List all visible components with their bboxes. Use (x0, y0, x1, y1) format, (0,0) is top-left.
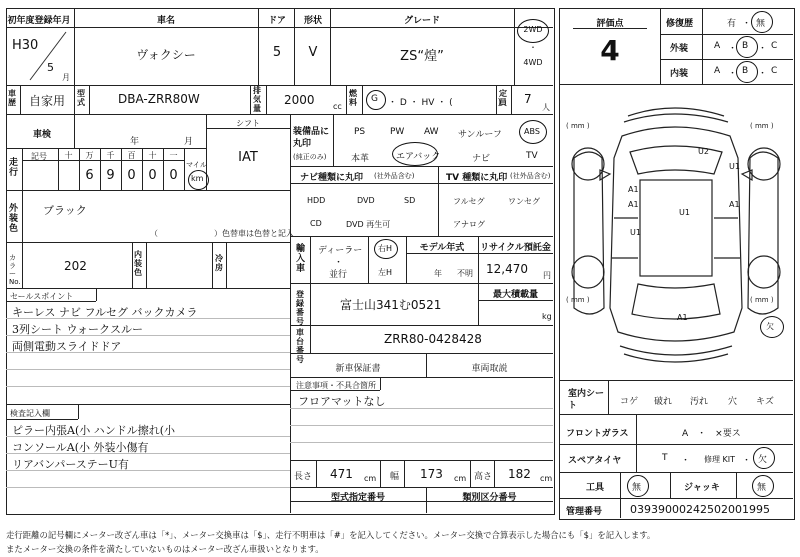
jack-value: 無 (757, 483, 767, 493)
footer-line-2: またメーター交換の条件を満たしていないものはメーター改ざん車扱いとなります。 (6, 544, 324, 554)
navi-sd: SD (404, 196, 416, 205)
mark-u1-center: U1 (679, 208, 690, 217)
shape-label: 形状 (303, 16, 322, 26)
equip-pw: PW (390, 127, 405, 137)
inspector-line-3: リアバンパーステーU有 (12, 458, 129, 471)
type-designation-label: 型式指定番号 (330, 493, 385, 503)
new-car-warranty: 新車保証書 (335, 364, 381, 374)
capacity-unit: 人 (542, 103, 550, 112)
equip-ps: PS (354, 127, 366, 137)
equipment-label: 装備品に丸印 (293, 127, 330, 149)
import-left-h: 左H (378, 268, 393, 277)
displacement: 2000 (284, 93, 315, 107)
car-name-label: 車名 (156, 16, 175, 26)
shift: IAT (238, 150, 258, 165)
drive-2wd: 2WD (523, 25, 543, 34)
usage: 自家用 (29, 94, 66, 108)
drive-4wd: 4WD (523, 58, 543, 67)
shape: V (308, 45, 318, 60)
mark-a1-right: A1 (729, 200, 740, 209)
odometer-unit-label: 十 (64, 151, 73, 160)
repair-dot: ・ (742, 19, 752, 29)
mark-a1-left-2: A1 (628, 200, 639, 209)
tv-label: TV 種類に丸印 (446, 173, 508, 183)
model-label: 型式 (77, 89, 85, 107)
car-diagram (562, 88, 790, 378)
score-value: 4 (600, 34, 620, 67)
max-load-unit: kg (542, 312, 552, 321)
odometer-digit: 0 (169, 168, 178, 183)
equip-tv: TV (526, 151, 538, 161)
int-dot-2: ・ (758, 69, 768, 79)
interior-color-label: 内装色 (134, 250, 142, 277)
color-no: 202 (64, 259, 87, 273)
mileage-label: 走行 (9, 158, 19, 178)
sales-point-line-1: キーレス ナビ フルセグ バックカメラ (12, 306, 198, 319)
model: DBA-ZRR80W (118, 92, 200, 106)
first-reg-month: 5 (47, 61, 54, 74)
max-load-label: 最大積載量 (492, 290, 538, 300)
repair-no: 無 (756, 19, 766, 29)
recycle-label: リサイクル預託金 (480, 243, 551, 253)
equip-navi: ナビ (472, 154, 491, 164)
mgmt-label: 管理番号 (566, 507, 603, 517)
svg-text:( mm ): ( mm ) (566, 122, 590, 130)
inspection-year-unit: 年 (130, 137, 140, 147)
ext-dot-1: ・ (728, 44, 738, 54)
odometer-digit: 9 (106, 168, 115, 183)
capacity-label: 定員 (499, 89, 507, 107)
month-unit: 月 (62, 73, 70, 82)
mark-missing: 欠 (766, 322, 774, 331)
first-reg-label: 初年度登録年月 (7, 16, 71, 26)
int-grade-c: C (771, 66, 778, 76)
int-dot-1: ・ (728, 69, 738, 79)
spare-tire-label: スペアタイヤ (568, 456, 622, 466)
exterior-color: ブラック (43, 204, 87, 217)
color-no-label: カラーNo. (9, 254, 21, 286)
ext-grade-c: C (771, 41, 778, 51)
equip-leather: 本革 (351, 154, 370, 164)
fuel-g: G (371, 94, 378, 104)
ext-grade-b: B (742, 41, 749, 51)
interior-grade-label: 内装 (670, 69, 689, 79)
displacement-label: 排気量 (253, 86, 261, 113)
windshield-value: A ・ ×要ス (682, 429, 741, 439)
tv-oneseg: ワンセグ (508, 197, 540, 206)
spare-missing: 欠 (758, 455, 768, 465)
mark-a1-left: A1 (628, 185, 639, 194)
svg-text:( mm ): ( mm ) (750, 122, 774, 130)
spare-dot-1: ・ (681, 456, 691, 466)
usage-label: 車歴 (8, 89, 16, 107)
spare-dot-2: ・ (742, 456, 752, 466)
mgmt-number: 03939000242502001995 (630, 503, 770, 516)
odometer-digit: 0 (127, 168, 136, 183)
registration-number: 富士山341む0521 (340, 298, 442, 312)
sheet-kizu: キズ (756, 397, 774, 407)
sheet-koge: コゲ (620, 397, 639, 407)
odometer-digit: 0 (148, 168, 157, 183)
footer-line-1: 走行距離の記号欄にメーター改ざん車は「*」、メーター交換車は「$」、走行不明車は「#」を記入してください。メーター交換で合算表示した場合にも「$」を記入します。 (6, 530, 656, 540)
odometer-digit: 6 (85, 168, 94, 183)
odometer-unit-label: 百 (127, 151, 136, 160)
length-label: 長さ (294, 472, 313, 482)
height: 182 (508, 467, 531, 481)
first-reg-year: H30 (12, 38, 39, 53)
length-unit: cm (364, 474, 377, 483)
spare-t: T (662, 453, 668, 463)
int-grade-b: B (742, 66, 749, 76)
repair-yes: 有 (727, 19, 737, 29)
cc-unit: cc (333, 102, 342, 111)
door-label: ドア (268, 16, 286, 26)
grade-label: グレード (403, 16, 440, 26)
interior-sheet-label: 室内シート (568, 389, 605, 411)
equip-abs: ABS (524, 127, 540, 136)
exterior-grade-label: 外装 (670, 44, 689, 54)
tv-analog: アナログ (453, 220, 485, 229)
exterior-note: （ ）色替車は色替と記入 (150, 229, 294, 238)
inspection-label: 車検 (33, 130, 52, 140)
fuel-label: 燃料 (349, 89, 357, 107)
drive-dot: ・ (529, 43, 537, 52)
sales-point-line-3: 両側電動スライドドア (12, 340, 122, 353)
equip-sunroof: サンルーフ (458, 130, 502, 140)
ac-label: 冷房 (215, 254, 223, 272)
inspection-month-unit: 月 (184, 137, 194, 147)
height-label: 高さ (474, 472, 493, 482)
capacity: 7 (524, 92, 532, 106)
registration-label: 登録番号 (296, 290, 304, 326)
ext-dot-2: ・ (758, 44, 768, 54)
fuel-rest: ・ D ・ HV ・ ( ) (388, 98, 502, 108)
model-year-unknown: 不明 (457, 269, 473, 278)
inspector-line-1: ピラー内張A(小 ハンドル擦れ(小 (12, 424, 176, 437)
width-unit: cm (454, 474, 467, 483)
length: 471 (330, 467, 353, 481)
svg-text:( mm ): ( mm ) (566, 296, 590, 304)
doors: 5 (272, 45, 282, 60)
navi-label: ナビ種類に丸印 (300, 173, 364, 183)
inspector-label: 検査記入欄 (10, 409, 50, 418)
width-label: 幅 (390, 472, 400, 482)
repair-label: 修復歴 (666, 19, 694, 29)
tv-sub: (社外品含む) (510, 172, 551, 180)
notes-label: 注意事項・不具合箇所 (296, 381, 376, 390)
sales-points-label: セールスポイント (10, 292, 74, 301)
navi-cd: CD (310, 219, 322, 228)
chassis-number: ZRR80-0428428 (384, 332, 482, 346)
int-grade-a: A (714, 66, 721, 76)
odometer-unit-label: 一 (169, 151, 178, 160)
equip-aw: AW (424, 127, 439, 137)
svg-text:( mm ): ( mm ) (750, 296, 774, 304)
import-dealer: ディーラー (318, 246, 363, 256)
model-year-unit: 年 (434, 269, 442, 278)
mark-u1-right: U1 (729, 162, 740, 171)
odometer-unit-label: 千 (106, 151, 115, 160)
notes-text: フロアマットなし (298, 395, 386, 408)
sheet-yabure: 破れ (654, 397, 673, 407)
width: 173 (420, 467, 443, 481)
import-label: 輸入車 (296, 244, 306, 274)
jack-label: ジャッキ (684, 483, 720, 493)
navi-hdd: HDD (307, 196, 326, 205)
height-unit: cm (540, 474, 553, 483)
tools-label: 工具 (586, 483, 605, 493)
navi-sub: (社外品含む) (374, 172, 415, 180)
odometer-unit-label: 万 (85, 151, 94, 160)
km-label: km (191, 174, 204, 183)
chassis-label: 車台番号 (296, 328, 304, 364)
ext-grade-a: A (714, 41, 721, 51)
score-label: 評価点 (596, 19, 624, 29)
odometer-unit-label: 十 (148, 151, 157, 160)
class-number-label: 類別区分番号 (462, 493, 517, 503)
import-right-h: 右H (378, 244, 393, 253)
equip-airbag: エアバック (396, 152, 441, 162)
tools-value: 無 (632, 483, 642, 493)
mark-u1-rear: U1 (630, 228, 641, 237)
inspector-line-2: コンソールA(小 外装小傷有 (12, 441, 149, 454)
windshield-label: フロントガラス (566, 429, 629, 439)
recycle-yen: 円 (543, 271, 551, 280)
vehicle-manual: 車両取説 (471, 364, 508, 374)
model-year-label: モデル年式 (419, 243, 465, 253)
import-parallel: 並行 (329, 270, 348, 280)
mile-label: マイル (186, 161, 207, 169)
shift-label: シフト (236, 119, 260, 128)
grade: ZS“煌” (400, 49, 444, 64)
mark-u2: U2 (698, 147, 709, 156)
navi-dvd-play: DVD 再生可 (346, 220, 391, 229)
equipment-sub: (純正のみ) (293, 153, 327, 161)
tv-fullseg: フルセグ (453, 197, 485, 206)
navi-dvd: DVD (357, 196, 375, 205)
exterior-label: 外装色 (9, 204, 19, 234)
sales-point-line-2: 3列シート ウォークスルー (12, 323, 143, 336)
sheet-ana: 穴 (728, 397, 738, 407)
import-dot: ・ (334, 258, 344, 268)
recycle-value: 12,470 (486, 262, 528, 276)
spare-kit: 修理 KIT (704, 455, 736, 464)
kigo-label: 記号 (31, 152, 47, 161)
car-name: ヴォクシー (136, 48, 196, 62)
sheet-yogore: 汚れ (690, 397, 709, 407)
mark-a1-rear: A1 (677, 313, 688, 322)
